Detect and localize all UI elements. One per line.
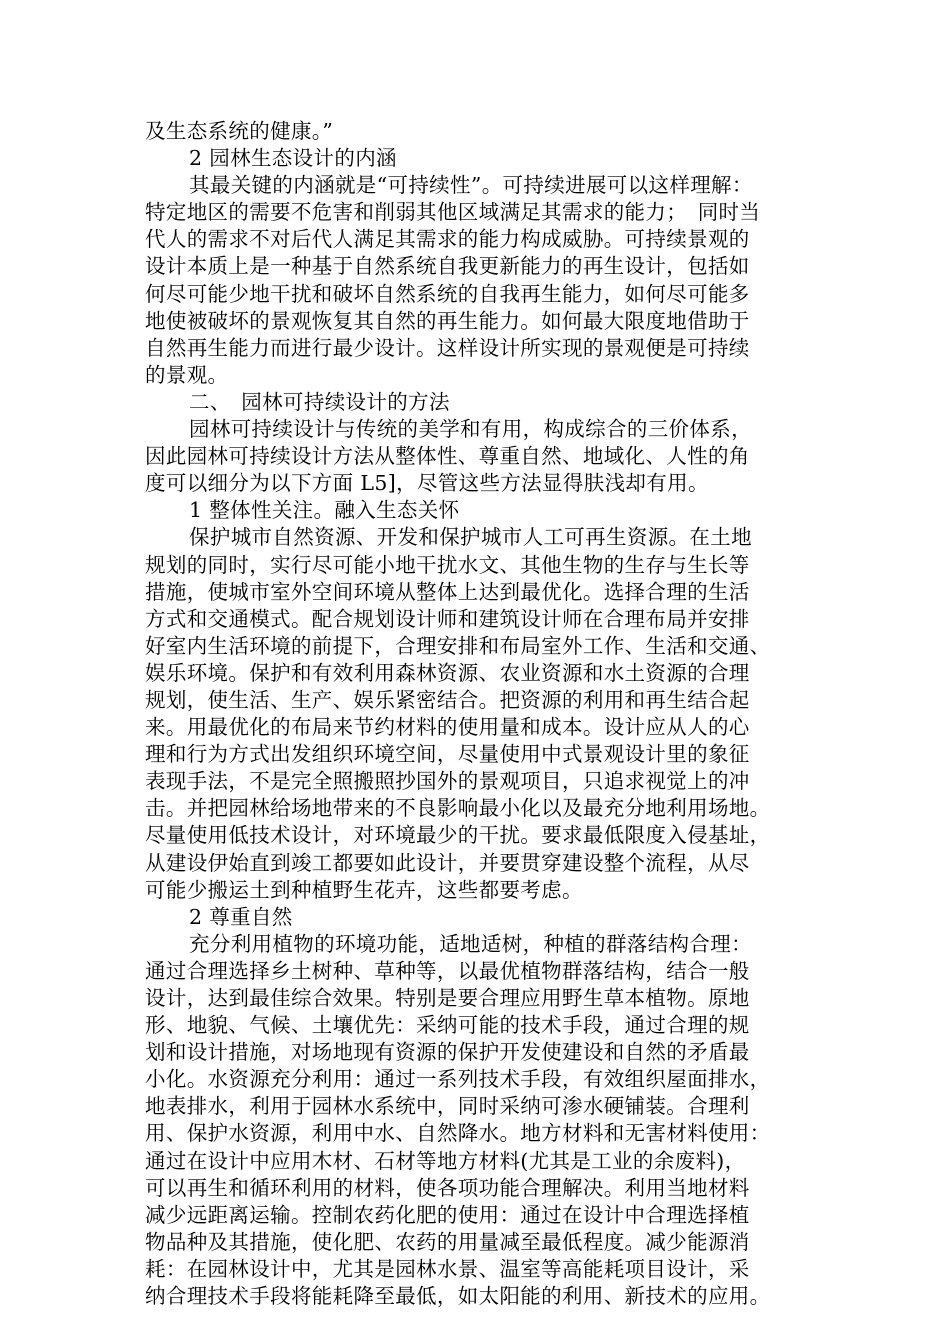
text-line: 划和设计措施，对场地现有资源的保护开发使建设和自然的矛盾最 [145,1040,750,1065]
text-line: 措施，使城市室外空间环境从整体上达到最优化。选择合理的生活 [145,579,750,604]
text-line: 规划的同时，实行尽可能小地干扰水文、其他生物的生存与生长等 [145,552,750,577]
text-line: 可以再生和循环利用的材料，使各项功能合理解决。利用当地材料 [145,1175,750,1200]
text-line: 纳合理技术手段将能耗降至最低，如太阳能的利用、新技术的应用。 [145,1284,771,1309]
text-line: 2 尊重自然 [189,904,293,929]
text-line: 方式和交通模式。配合规划设计师和建筑设计师在合理布局并安排 [145,606,750,631]
text-line: 其最关键的内涵就是“可持续性”。可持续进展可以这样理解： [189,173,753,198]
text-line: 耗：在园林设计中，尤其是园林水景、温室等高能耗项目设计，采 [145,1256,750,1281]
text-line: 特定地区的需要不危害和削弱其他区域满足其需求的能力； 同时当 [145,200,761,225]
text-line: 减少远距离运输。控制农药化肥的使用：通过在设计中合理选择植 [145,1202,750,1227]
text-line: 充分利用植物的环境功能，适地适树，种植的群落结构合理： [189,931,752,956]
text-line: 度可以细分为以下方面 L5]，尽管这些方法显得肤浅却有用。 [145,471,709,496]
text-line: 来。用最优化的布局来节约材料的使用量和成本。设计应从人的心 [145,715,750,740]
text-line: 何尽可能少地干扰和破坏自然系统的自我再生能力，如何尽可能多 [145,281,750,306]
text-line: 代人的需求不对后代人满足其需求的能力构成威胁。可持续景观的 [145,227,750,252]
document-body [145,118,813,1310]
text-line: 击。并把园林给场地带来的不良影响最小化以及最充分地利用场地。 [145,796,771,821]
text-line: 设计，达到最佳综合效果。特别是要合理应用野生草本植物。原地 [145,986,750,1010]
text-line: 物品种及其措施，使化肥、农药的用量减至最低程度。减少能源消 [145,1229,750,1254]
text-line: 地表排水，利用于园林水系统中，同时采纳可渗水硬铺装。合理利 [145,1094,750,1119]
text-line: 表现手法，不是完全照搬照抄国外的景观项目，只追求视觉上的冲 [145,769,750,794]
text-line: 因此园林可持续设计方法从整体性、尊重自然、地域化、人性的角 [145,444,750,469]
text-line: 园林可持续设计与传统的美学和有用，构成综合的三价体系， [189,417,752,442]
text-line: 规划，使生活、生产、娱乐紧密结合。把资源的利用和再生结合起 [145,687,750,712]
text-line: 娱乐环境。保护和有效利用森林资源、农业资源和水土资源的合理 [145,660,750,685]
text-line: 从建设伊始直到竣工都要如此设计，并要贯穿建设整个流程，从尽 [145,850,750,875]
text-line: 地使被破坏的景观恢复其自然的再生能力。如何最大限度地借助于 [145,308,750,333]
text-line: 用、保护水资源，利用中水、自然降水。地方材料和无害材料使用： [145,1121,771,1146]
text-line: 理和行为方式出发组织环境空间，尽量使用中式景观设计里的象征 [145,742,750,767]
text-line: 保护城市自然资源、开发和保护城市人工可再生资源。在土地 [189,525,752,550]
text-line: 自然再生能力而进行最少设计。这样设计所实现的景观便是可持续 [145,335,750,360]
text-line: 及生态系统的健康。” [145,119,334,143]
text-line: 形、地貌、气候、土壤优先：采纳可能的技术手段，通过合理的规 [145,1013,750,1038]
text-line: 2 园林生态设计的内涵 [189,146,397,171]
text-line: 尽量使用低技术设计，对环境最少的干扰。要求最低限度入侵基址， [145,823,771,848]
text-line: 通过在设计中应用木材、石材等地方材料(尤其是工业的余废料)， [145,1148,746,1173]
text-line: 二、 园林可持续设计的方法 [189,389,450,414]
text-line: 通过合理选择乡土树种、草种等，以最优植物群落结构，结合一般 [145,958,750,983]
text-line: 小化。水资源充分利用：通过一系列技术手段，有效组织屋面排水， [145,1067,771,1092]
text-line: 1 整体性关注。融入生态关怀 [189,498,460,523]
text-line: 设计本质上是一种基于自然系统自我更新能力的再生设计，包括如 [145,254,750,279]
text-line: 可能少搬运土到种植野生花卉，这些都要考虑。 [145,877,583,902]
text-line: 的景观。 [145,362,229,387]
text-line: 好室内生活环境的前提下，合理安排和布局室外工作、生活和交通、 [145,633,771,658]
